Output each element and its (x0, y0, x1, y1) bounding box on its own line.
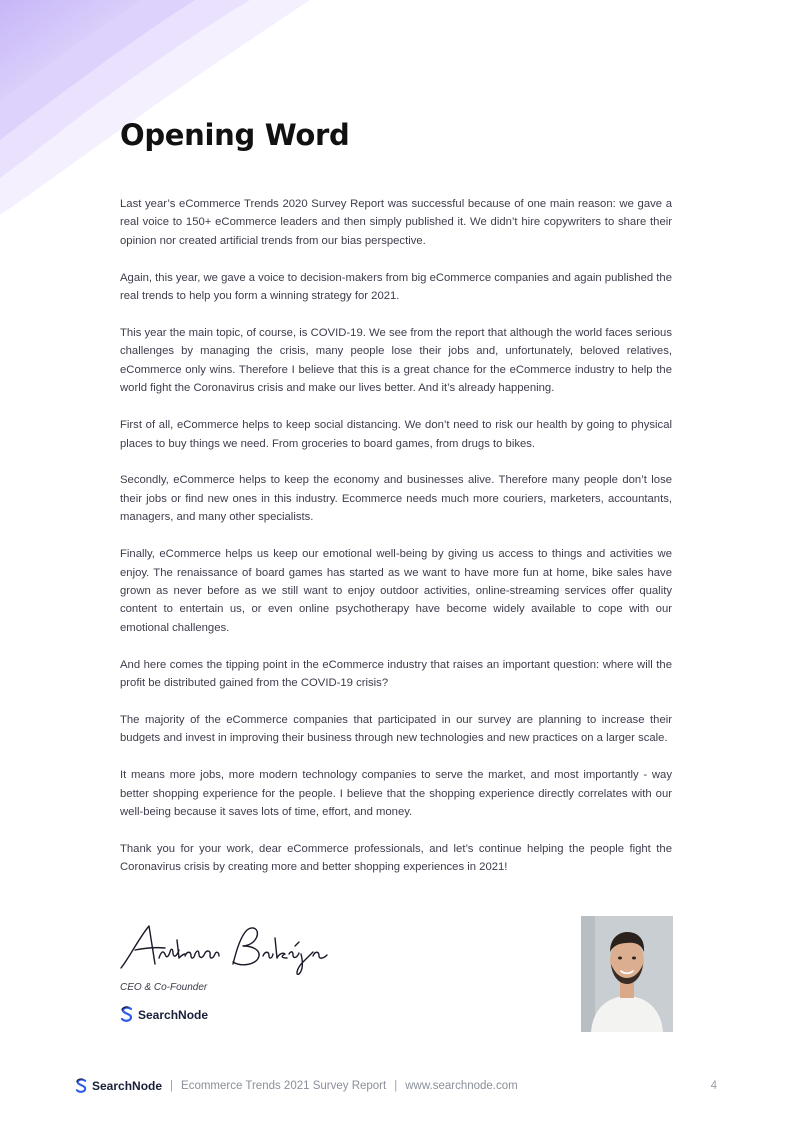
page-footer (75, 1078, 717, 1094)
searchnode-logo-icon (120, 1006, 134, 1023)
brand-name: SearchNode (138, 1007, 209, 1022)
paragraph: First of all, eCommerce helps to keep social distancing. We don’t need to risk our health by going to physical places to buy things we need. From groceries to board games, from drugs to bikes. (120, 419, 672, 450)
paragraph: And here comes the tipping point in the eCommerce industry that raises an important question: where will the profit be distributed gained from the COVID-19 crisis? (120, 658, 672, 690)
footer-brand-name: SearchNode (92, 1079, 163, 1093)
page-number: 4 (710, 1080, 717, 1092)
footer-separator: | (394, 1080, 398, 1092)
paragraph: The majority of the eCommerce companies that participated in our survey are planning to increase their budgets and invest in improving their business through new technologies and new practices on a larger scale. (120, 714, 672, 745)
searchnode-logo-icon (75, 1078, 88, 1094)
author-photo (581, 916, 673, 1032)
paragraph: Again, this year, we gave a voice to decision-makers from big eCommerce companies and again published the real trends to help you form a winning strategy for 2021. (120, 271, 672, 303)
footer-url-link[interactable]: www.searchnode.com (405, 1080, 518, 1092)
paragraph: Finally, eCommerce helps us keep our emotional well-being by giving us access to things and activities we enjoy. The renaissance of board games has started as we want to have more fun at home, bike sales have grown as never before as we still want to enjoy outdoor activities, online-streaming services offer quality content to entertain us, or even online psychotherapy have become widely available to cope with our emotional challenges. (120, 548, 672, 634)
decorative-wave-graphic (0, 0, 320, 220)
paragraph: Last year’s eCommerce Trends 2020 Survey Report was successful because of one main reason: we gave a real voice to 150+ eCommerce leaders and then simply published it. We didn’t hire copywriters to share their opinion nor created artificial trends from our bias perspective. (120, 198, 672, 247)
paragraph: This year the main topic, of course, is COVID-19. We see from the report that although the world faces serious challenges by managing the crisis, many people lose their jobs and, unfortunately, beloved relatives, eCommerce only wins. Therefore I believe that this is a great chance for the eCommerce industry to help the world fight the Coronavirus crisis and make our lives better. And it’s already happening. (120, 327, 672, 395)
author-signature (115, 918, 335, 978)
paragraph: Secondly, eCommerce helps to keep the economy and businesses alive. Therefore many people don’t lose their jobs or find new ones in this industry. Ecommerce needs much more couriers, marketers, accountants, managers, and many other specialists. (120, 474, 672, 524)
searchnode-brand (120, 1006, 208, 1023)
author-role: CEO & Co-Founder (120, 982, 208, 993)
footer-separator: | (170, 1080, 174, 1092)
footer-brand (75, 1078, 162, 1094)
paragraph: Thank you for your work, dear eCommerce professionals, and let’s continue helping the people fight the Coronavirus crisis by creating more and better shopping experiences in 2021! (120, 843, 672, 874)
page-title: Opening Word (120, 118, 350, 152)
footer-report-title: Ecommerce Trends 2021 Survey Report (181, 1080, 387, 1092)
opening-word-body (120, 195, 672, 895)
paragraph: It means more jobs, more modern technology companies to serve the market, and most importantly - way better shopping experience for the people. I believe that the shopping experience directly correlates with our well-being because it saves lots of time, effort, and money. (120, 769, 672, 819)
portrait-illustration (581, 916, 673, 1032)
